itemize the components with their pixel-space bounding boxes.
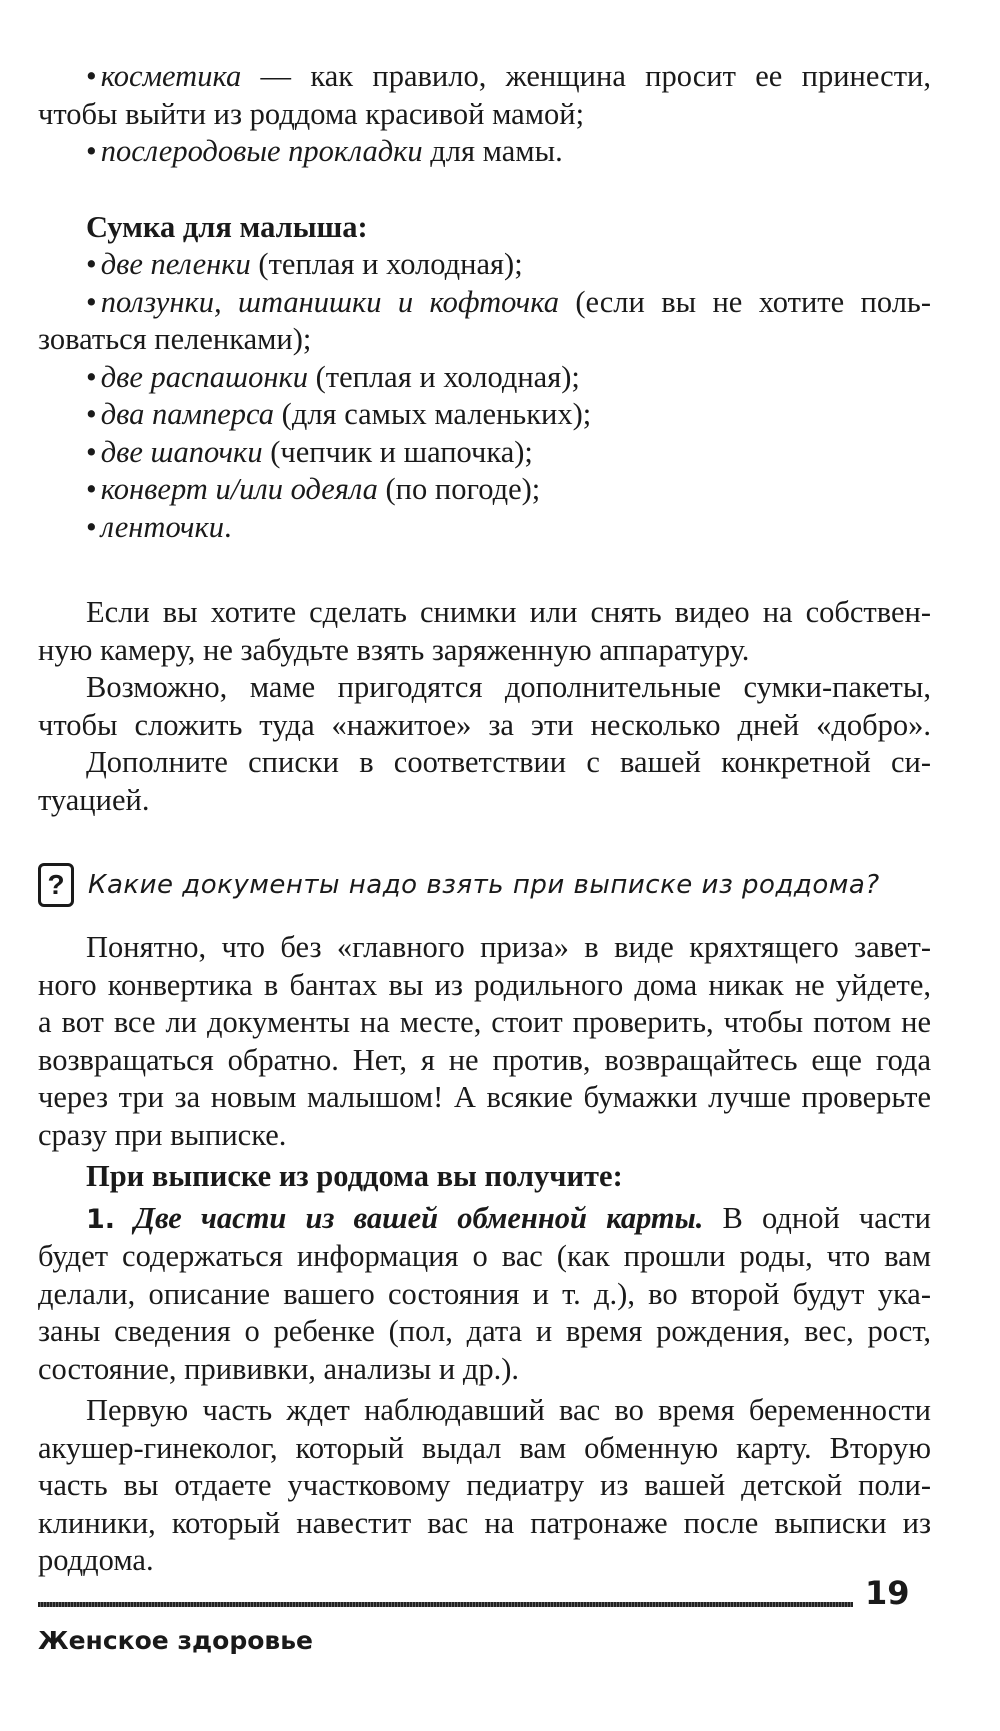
- bullet-icon: •: [86, 134, 97, 168]
- paragraph-line: ного конвертика в бантах вы из родильного дома никак не уйдете,: [38, 967, 931, 1002]
- paragraph-line: заны сведения о ребенке (пол, дата и время рождения, вес, рост,: [38, 1314, 931, 1348]
- paragraph-line: клиники, который навестит вас на патронаже после выписки из: [38, 1505, 931, 1540]
- paragraph-line: Если вы хотите сделать снимки или снять видео на собствен-: [86, 595, 931, 629]
- paragraph-line: Дополните списки в соответствии с вашей конкретной си-: [86, 745, 931, 779]
- paragraph-line: ную камеру, не забудьте взять заряженную аппаратуру.: [38, 632, 750, 667]
- page-number: 19: [865, 1574, 910, 1612]
- numbered-item: 1. Две части из вашей обменной карты. В одной части: [86, 1200, 931, 1235]
- list-item: • две шапочки (чепчик и шапочка);: [86, 434, 533, 469]
- bullet-icon: •: [86, 247, 97, 281]
- paragraph-line: будет содержаться информация о вас (как прошли роды, что вам: [38, 1239, 931, 1273]
- list-item-continuation: зоваться пеленками);: [38, 322, 312, 356]
- question-mark-icon: ?: [38, 863, 74, 907]
- list-item: • две распашонки (теплая и холодная);: [86, 359, 580, 394]
- paragraph-line: а вот все ли документы на месте, стоит проверить, чтобы потом не: [38, 1005, 931, 1039]
- question-heading: [38, 863, 931, 907]
- paragraph-line: сразу при выписке.: [38, 1117, 287, 1152]
- item-number: 1.: [86, 1203, 116, 1235]
- paragraph-line: возвращаться обратно. Нет, я не против, возвращайтесь еще года: [38, 1042, 931, 1077]
- bullet-icon: •: [86, 397, 97, 431]
- list-item-continuation: чтобы выйти из роддома красивой мамой;: [38, 96, 585, 131]
- list-item: • ползунки, штанишки и кофточка (если вы не хотите поль-: [86, 284, 931, 319]
- paragraph-line: чтобы сложить туда «нажитое» за эти несколько дней «добро».: [38, 707, 931, 742]
- paragraph-line: состояние, прививки, анализы и др.).: [38, 1351, 520, 1386]
- bullet-icon: •: [86, 434, 97, 469]
- list-item: • два памперса (для самых маленьких);: [86, 397, 592, 431]
- page-content: [38, 58, 931, 1580]
- list-item: • две пеленки (теплая и холодная);: [86, 247, 523, 281]
- list-item: • косметика — как правило, женщина просит ее принести,: [86, 59, 931, 93]
- list-item: • послеродовые прокладки для мамы.: [86, 134, 563, 168]
- bullet-icon: •: [86, 509, 97, 544]
- bullet-icon: •: [86, 284, 97, 319]
- bullet-icon: •: [86, 359, 97, 394]
- paragraph-line: роддома.: [38, 1543, 154, 1577]
- paragraph-line: Понятно, что без «главного приза» в виде кряхтящего завет-: [86, 930, 931, 964]
- item-title: Две части из вашей обменной карты.: [134, 1200, 704, 1235]
- paragraph-line: делали, описание вашего состояния и т. д.), во второй будут ука-: [38, 1276, 931, 1311]
- paragraph-line: Первую часть ждет наблюдавший вас во время беременности: [86, 1393, 931, 1427]
- list-item: • ленточки.: [86, 509, 232, 544]
- paragraph-line: через три за новым малышом! А всякие бумажки лучше проверьте: [38, 1080, 931, 1114]
- paragraph-line: туацией.: [38, 782, 150, 817]
- question-text: Какие документы надо взять при выписке из роддома?: [88, 870, 880, 900]
- bullet-icon: •: [86, 472, 97, 506]
- list-item: • конверт и/или одеяла (по погоде);: [86, 472, 541, 506]
- footer-title: Женское здоровье: [38, 1626, 313, 1655]
- section-heading: При выписке из роддома вы получите:: [86, 1159, 623, 1193]
- paragraph-line: Возможно, маме пригодятся дополнительные сумки-пакеты,: [86, 670, 931, 704]
- section-heading: Сумка для малыша:: [86, 209, 368, 244]
- footer-rule: [38, 1602, 853, 1607]
- paragraph-line: акушер-гинеколог, который выдал вам обменную карту. Вторую: [38, 1430, 931, 1465]
- bullet-icon: •: [86, 59, 97, 93]
- paragraph-line: часть вы отдаете участковому педиатру из вашей детской поли-: [38, 1468, 931, 1502]
